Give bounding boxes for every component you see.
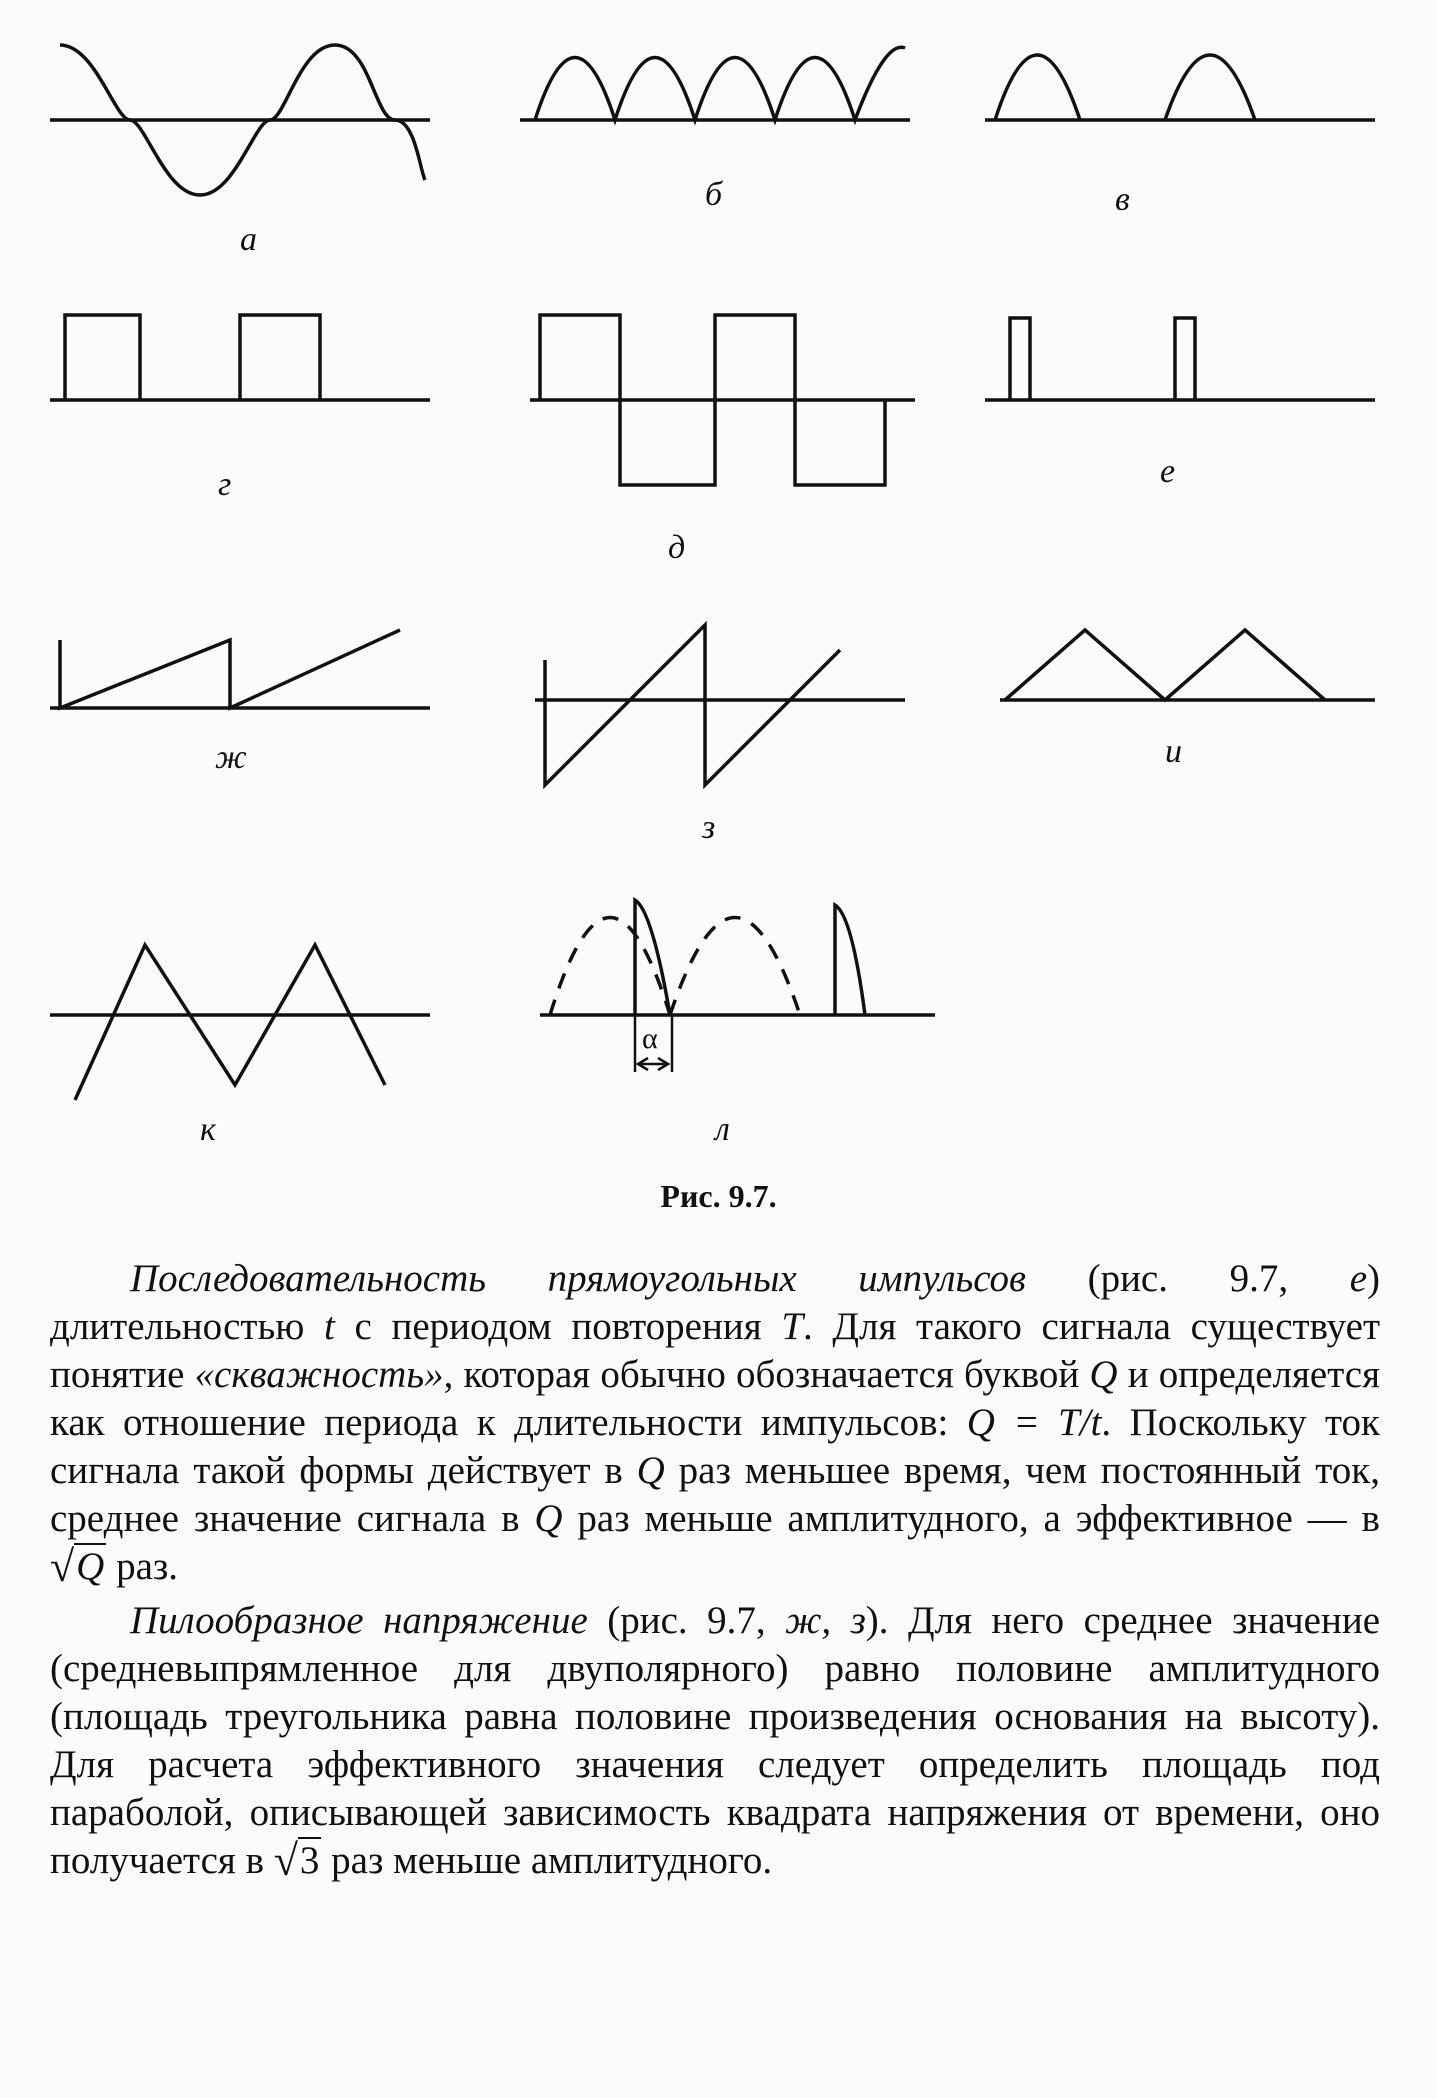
paragraph-pulse-sequence (50, 1255, 1380, 1591)
label-v: в (1115, 181, 1130, 218)
label-b: б (705, 176, 723, 213)
label-e: е (1160, 453, 1176, 490)
text-span: раз меньше амплитудного, а эффективное — в (562, 1497, 1380, 1540)
text-span: , которая обычно обозначается буквой (443, 1353, 1090, 1396)
label-a: а (240, 221, 257, 258)
figure-ref: е (1349, 1257, 1367, 1300)
sqrt-radicand: Q (76, 1545, 105, 1588)
text-span: ) длительностью (50, 1257, 1380, 1348)
label-k: к (200, 1111, 216, 1148)
term-pulse-sequence: Последовательность прямоугольных импульсов (130, 1257, 1026, 1300)
text-span: . Поскольку ток сигнала такой формы действует в (50, 1401, 1380, 1492)
alpha-label: α (642, 1022, 658, 1055)
text-span: (рис. 9.7, (587, 1599, 786, 1642)
figure-ref: ж, з (785, 1599, 866, 1642)
label-g: г (218, 466, 232, 503)
text-span: раз. (106, 1545, 179, 1588)
text-span: (рис. 9.7, (1025, 1257, 1350, 1300)
waveform-z-sawtooth-bipolar (535, 625, 905, 785)
waveform-d-square-bipolar (530, 315, 915, 485)
sqrt-3: √3 (273, 1836, 320, 1885)
text-span: и определяется как отношение периода к длительности импульсов: (50, 1353, 1381, 1444)
waveform-a-sine (50, 45, 430, 195)
var-Q: Q (636, 1449, 665, 1492)
term-duty-ratio: «скважность» (194, 1353, 444, 1396)
paragraph-sawtooth (50, 1597, 1380, 1885)
body-text (50, 1255, 1380, 1885)
formula-duty-ratio: Q = T/t (966, 1401, 1102, 1444)
text-span: ). Для него среднее значение (средневыпрямленное для двуполярного) равно половине амплитудного (площадь треугольника равна половине произведения основания на высоту). Для расчета эффективного значения следует определить площадь под параболой, описывающей зависимость квадрата напряжения от времени, оно получается в (50, 1599, 1381, 1882)
label-d: д (668, 529, 686, 566)
waveform-v-half-wave-rectified (985, 55, 1375, 120)
var-T: T (781, 1305, 804, 1348)
text-span: раз меньше амплитудного. (321, 1839, 773, 1882)
var-Q: Q (1089, 1353, 1118, 1396)
waveform-i-triangle-unipolar (1000, 630, 1375, 700)
waveform-g-square-unipolar (50, 315, 430, 400)
label-z: з (702, 809, 716, 846)
text-span: . Для такого сигнала существует понятие (50, 1305, 1381, 1396)
var-Q: Q (534, 1497, 563, 1540)
waveform-e-pulse-sequence (985, 318, 1375, 400)
label-i: и (1165, 733, 1182, 770)
figure-caption: Рис. 9.7. (660, 1178, 777, 1214)
sqrt-radicand: 3 (299, 1839, 320, 1882)
waveform-b-full-wave-rectified (520, 47, 910, 120)
waveform-zh-sawtooth-unipolar (50, 630, 430, 708)
term-sawtooth: Пилообразное напряжение (130, 1599, 588, 1642)
waveform-l-phase-control (540, 900, 935, 1072)
sqrt-Q: √Q (50, 1542, 105, 1591)
text-span: раз меньшее время, чем постоянный ток, среднее значение сигнала в (50, 1449, 1380, 1540)
label-zh: ж (215, 739, 247, 776)
label-l: л (715, 1111, 730, 1148)
waveform-k-triangle-bipolar (50, 945, 430, 1100)
var-t: t (324, 1305, 335, 1348)
text-span: с периодом повторения (334, 1305, 782, 1348)
